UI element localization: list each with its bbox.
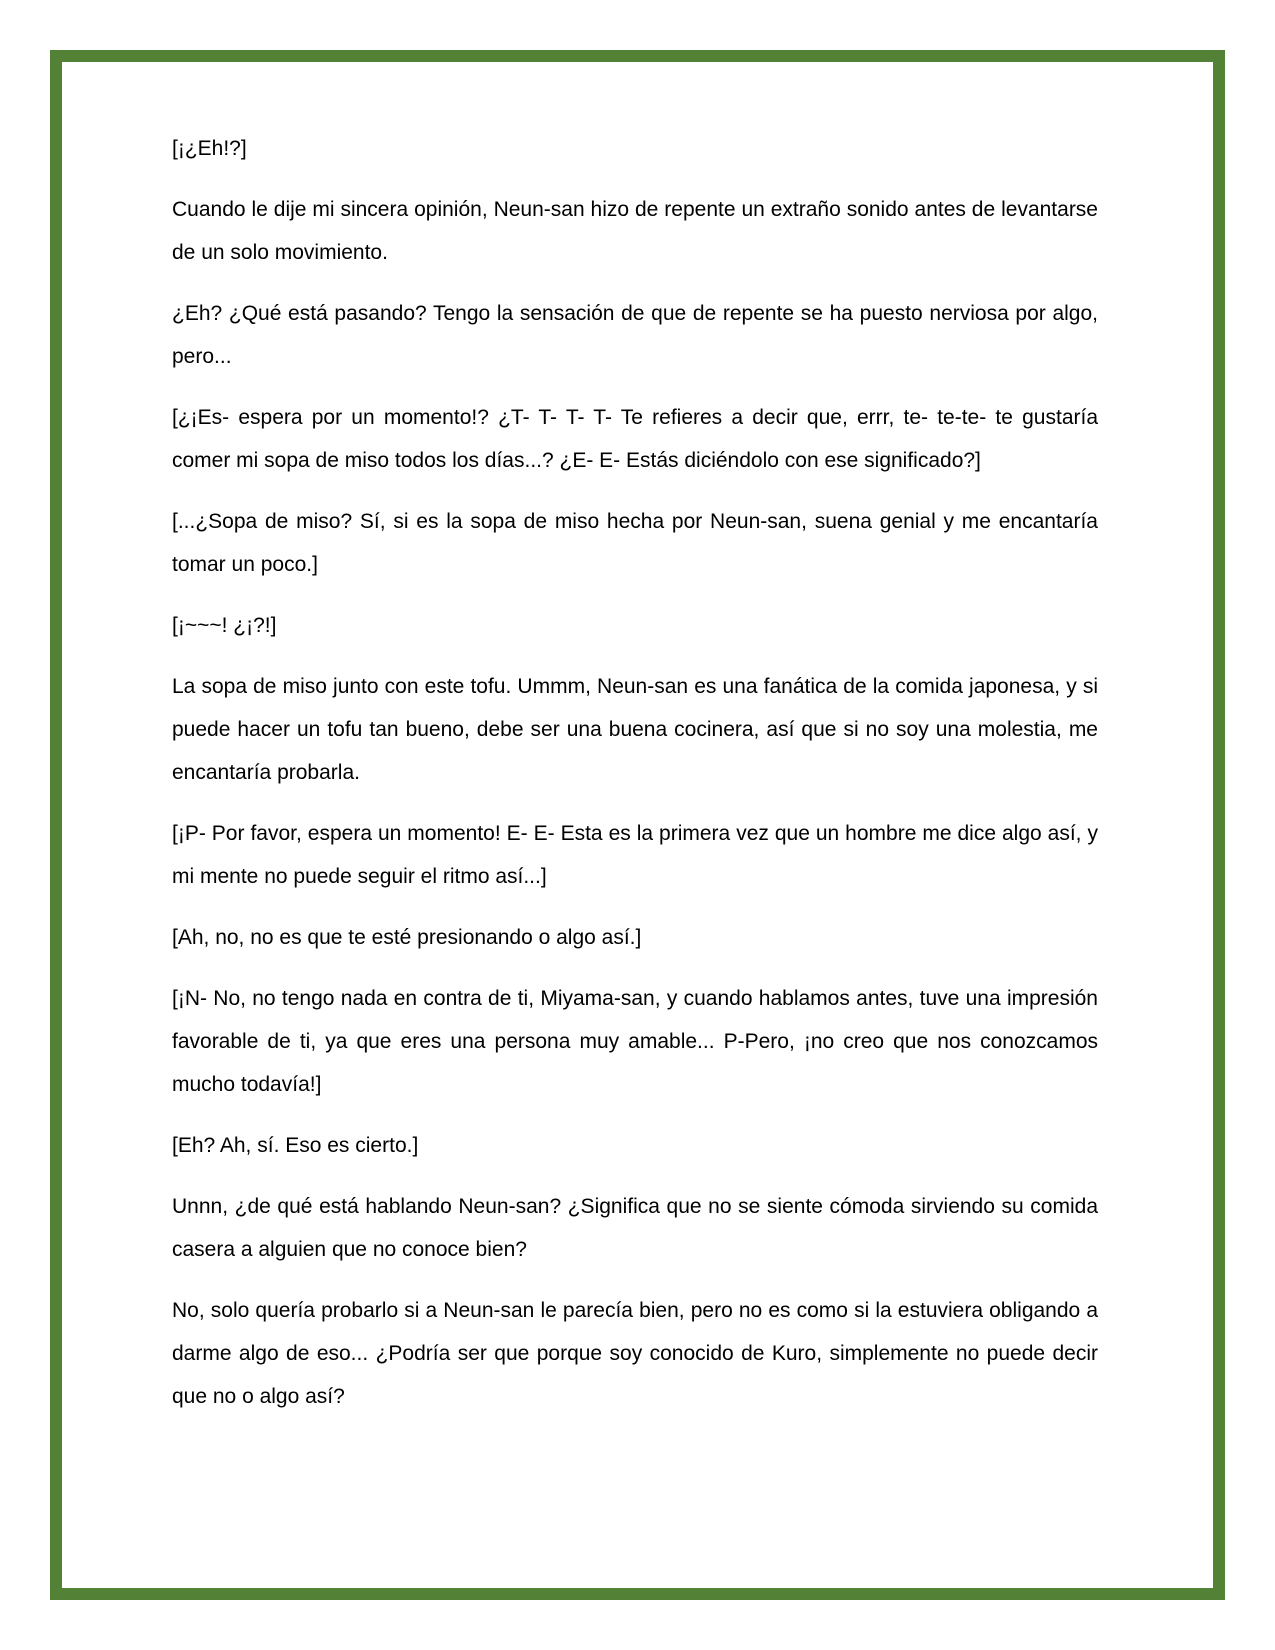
- paragraph: No, solo quería probarlo si a Neun-san le parecía bien, pero no es como si la estuviera obligando a darme algo de eso... ¿Podría ser que porque soy conocido de Kuro, simplemente no puede decir que no o algo así?: [172, 1299, 1098, 1408]
- paragraph: [¿¡Es- espera por un momento!? ¿T- T- T- T- Te refieres a decir que, errr, te- te-te- te gustaría comer mi sopa de miso todos los días...? ¿E- E- Estás diciéndolo con ese significado?]: [172, 406, 1098, 472]
- paragraph: [¡P- Por favor, espera un momento! E- E- Esta es la primera vez que un hombre me dice algo así, y mi mente no puede seguir el ritmo así...]: [172, 822, 1098, 888]
- paragraph: [¡N- No, no tengo nada en contra de ti, Miyama-san, y cuando hablamos antes, tuve una impresión favorable de ti, ya que eres una persona muy amable... P-Pero, ¡no creo que nos conozcamos mucho todavía!]: [172, 987, 1098, 1096]
- paragraph: ¿Eh? ¿Qué está pasando? Tengo la sensación de que de repente se ha puesto nerviosa por algo, pero...: [172, 302, 1098, 368]
- paragraph: Cuando le dije mi sincera opinión, Neun-san hizo de repente un extraño sonido antes de levantarse de un solo movimiento.: [172, 198, 1098, 264]
- paragraph: La sopa de miso junto con este tofu. Ummm, Neun-san es una fanática de la comida japonesa, y si puede hacer un tofu tan bueno, debe ser una buena cocinera, así que si no soy una molestia, me encantaría probarla.: [172, 675, 1098, 784]
- paragraph: [...¿Sopa de miso? Sí, si es la sopa de miso hecha por Neun-san, suena genial y me encantaría tomar un poco.]: [172, 510, 1098, 576]
- paragraph: [Eh? Ah, sí. Eso es cierto.]: [172, 1134, 419, 1157]
- paragraph: [Ah, no, no es que te esté presionando o algo así.]: [172, 926, 642, 949]
- document-body: [172, 127, 1098, 1436]
- paragraph: Unnn, ¿de qué está hablando Neun-san? ¿Significa que no se siente cómoda sirviendo su comida casera a alguien que no conoce bien?: [172, 1195, 1098, 1261]
- paragraph: [¡¿Eh!?]: [172, 137, 247, 160]
- paragraph: [¡~~~! ¿¡?!]: [172, 614, 277, 637]
